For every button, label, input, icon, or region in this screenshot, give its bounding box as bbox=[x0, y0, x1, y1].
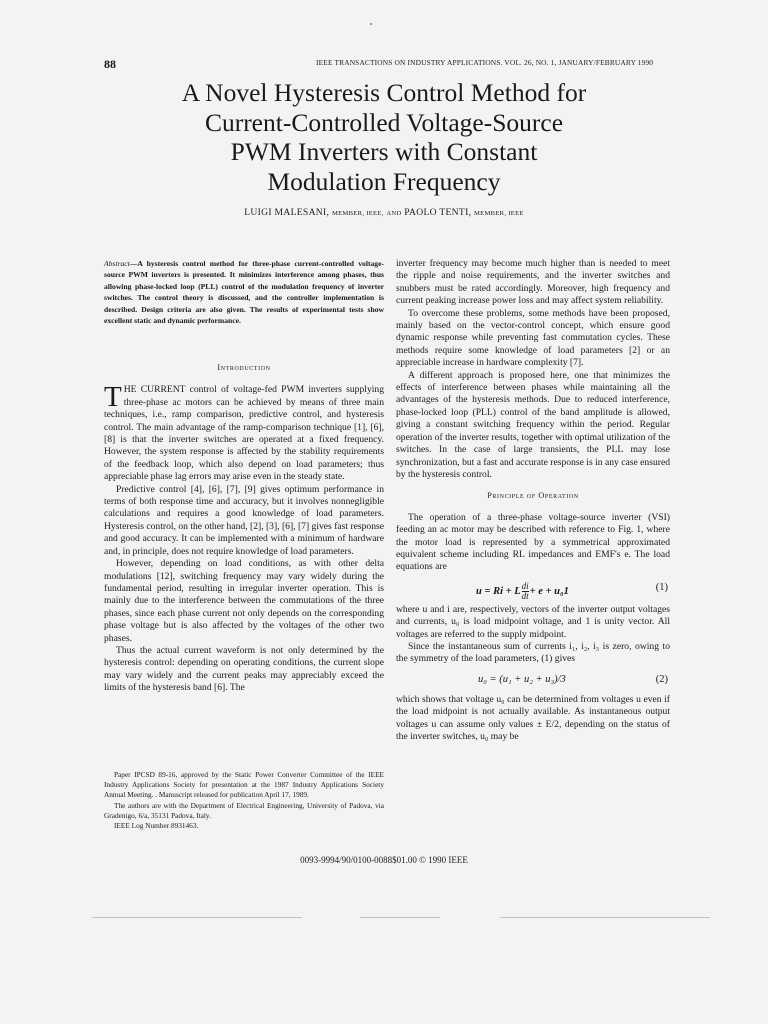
page-number: 88 bbox=[104, 57, 116, 71]
abstract bbox=[104, 258, 384, 326]
author-name: PAOLO TENTI, bbox=[404, 207, 472, 218]
intro-paragraph: THE CURRENT control of voltage-fed PWM inverters supplying three-phase ac motors can be achieved by means of three main techniques, i.e., ramp comparison, predictive control, and hysteresis control. The main advantage of the ramp-comparison technique [1], [6], [8] is that the inverter switches are operated at a fixed frequency. However, the system response is affected by the stability requirements of the feedback loop, which also depend on load parameters; thus appreciable phase lag errors may arise even in the steady state. bbox=[104, 381, 384, 483]
body-paragraph: A different approach is proposed here, one that minimizes the effects of interference between phases while maintaining all the advantages of the hysteresis methods. Due to reduced interference, phase-locked loop (PLL) control of the band amplitude is allowed, giving a constant switching frequency within the period. Regular operation of the inverter results, together with optimal utilization of the switches. In the case of large transients, the PLL may lose synchronization, but a fast and accurate response is in any case ensured by the hysteresis control. bbox=[396, 369, 670, 480]
equation-2: u₀ = (u₁ + u₂ + u₃)/3 (2) bbox=[478, 673, 668, 685]
scan-rule bbox=[360, 917, 440, 918]
intro-paragraph: Predictive control [4], [6], [7], [9] gives optimum performance in terms of both response time and accuracy, but it involves nonnegligible calculations and requires a good knowledge of load parameters. Hysteresis control, on the other hand, [2], [3], [6], [7] gives fast response and good accuracy. It can be implemented with a minimum of hardware and, in principle, does not require knowledge of load parameters. bbox=[104, 483, 385, 557]
body-paragraph: The operation of a three-phase voltage-source inverter (VSI) feeding an ac motor may be described with reference to Fig. 1, where the motor load is represented by a symmetrical approximated equivalent scheme including RL impedances and EMF's e. The load equations are bbox=[396, 511, 670, 573]
body-paragraph: where u and i are, respectively, vectors of the inverter output voltages and currents, u₀ is load midpoint voltage, and 1 is unity vector. All voltages are referred to the supply midpoint. bbox=[396, 603, 670, 640]
fraction: $\frac{di}{dt}$ bbox=[521, 580, 529, 601]
running-head: IEEE TRANSACTIONS ON INDUSTRY APPLICATIONS. VOL. 26, NO. 1, JANUARY/FEBRUARY 1990 bbox=[316, 58, 654, 67]
author-membership: MEMBER, IEEE bbox=[473, 210, 524, 217]
scan-rule bbox=[500, 917, 710, 918]
body-paragraph: Since the instantaneous sum of currents i₁, i₂, i₃ is zero, owing to the symmetry of the load parameters, (1) gives bbox=[396, 640, 670, 665]
body-paragraph: To overcome these problems, some methods have been proposed, mainly based on the vector-control concept, which ensure good dynamic response while preventing fast commutation cycles. These methods require some knowledge of load parameters [2] or an appreciable increase in hardware complexity [7]. bbox=[396, 307, 670, 369]
author-membership: MEMBER, IEEE, bbox=[331, 210, 384, 217]
section-heading: Introduction bbox=[217, 363, 271, 372]
author-line bbox=[100, 207, 668, 218]
abstract-text: —A hysteresis control method for three-phase current-controlled voltage-source PWM inverters is presented. It minimizes interference among phases, thus allowing phase-locked loop (PLL) control of the modulation frequency of inverter switches. The control theory is discussed, and the controller implementation is described. Design criteria are also given. The results of experimental tests show excellent static and dynamic performance. bbox=[104, 259, 384, 326]
footnote bbox=[104, 770, 384, 831]
body-paragraph: inverter frequency may become much higher than is needed to meet the ripple and noise requirements, and the inverter switches and snubbers must be rated accordingly. Moreover, high frequency and current peaking increase power loss and may affect system reliability. bbox=[396, 258, 670, 307]
author-conjunction: AND bbox=[386, 210, 402, 217]
scan-rule bbox=[92, 917, 302, 918]
equation-1: u = Ri + L $\frac{di}{dt}$ + e + u₀1 (1) bbox=[476, 580, 668, 601]
equation-number: (1) bbox=[655, 581, 668, 593]
title-line: Modulation Frequency bbox=[267, 166, 501, 196]
drop-cap: T bbox=[104, 381, 122, 414]
introduction-section bbox=[104, 362, 384, 695]
equation-number: (2) bbox=[655, 673, 668, 685]
title-line: PWM Inverters with Constant bbox=[230, 137, 538, 166]
section-heading: Principle of Operation bbox=[487, 491, 579, 501]
author-name: LUIGI MALESANI, bbox=[244, 207, 330, 218]
footnote-paragraph: Paper IPCSD 89-16, approved by the Static Power Converter Committee of the IEEE Industry Applications Society for presentation at the 1987 Industry Applications Society Annual Meeting. . Manuscript released for publication April 17, 1989. bbox=[104, 770, 384, 800]
right-column bbox=[396, 258, 670, 743]
scan-speck bbox=[370, 23, 372, 25]
footnote-paragraph: IEEE Log Number 8931463. bbox=[114, 821, 199, 831]
intro-paragraph: Thus the actual current waveform is not only determined by the hysteresis control: depending on operating conditions, the current slope may vary widely and the current peaks may appreciably exceed the limits of the hysteresis band [6]. The bbox=[104, 644, 384, 694]
paper-title bbox=[100, 78, 668, 196]
intro-paragraph: However, depending on load conditions, as with other delta modulations [12], switching frequency may vary widely during the fundamental period, resulting in irregular inverter operation. This is mainly due to the interference between the commutations of the three phases, since each phase current not only depends on the corresponding phase voltage but is also affected by the voltages of the other two phases. bbox=[104, 558, 384, 644]
copyright-line: 0093-9994/90/0100-0088$01.00 © 1990 IEEE bbox=[300, 855, 468, 865]
footnote-paragraph: The authors are with the Department of Electrical Engineering, University of Padova, via Gradenigo, 6/a, 35131 Padova, Italy. bbox=[104, 800, 384, 820]
title-line: A Novel Hysteresis Control Method for bbox=[181, 78, 587, 107]
abstract-label: Abstract bbox=[104, 259, 130, 268]
body-paragraph: which shows that voltage u₀ can be determined from voltages u even if the load midpoint is not actually available. As instantaneous output voltages u can assume only values ± E/2, depending on the status of the inverter switches, u₀ may be bbox=[396, 693, 670, 742]
title-line: Current-Controlled Voltage-Source bbox=[204, 107, 564, 137]
